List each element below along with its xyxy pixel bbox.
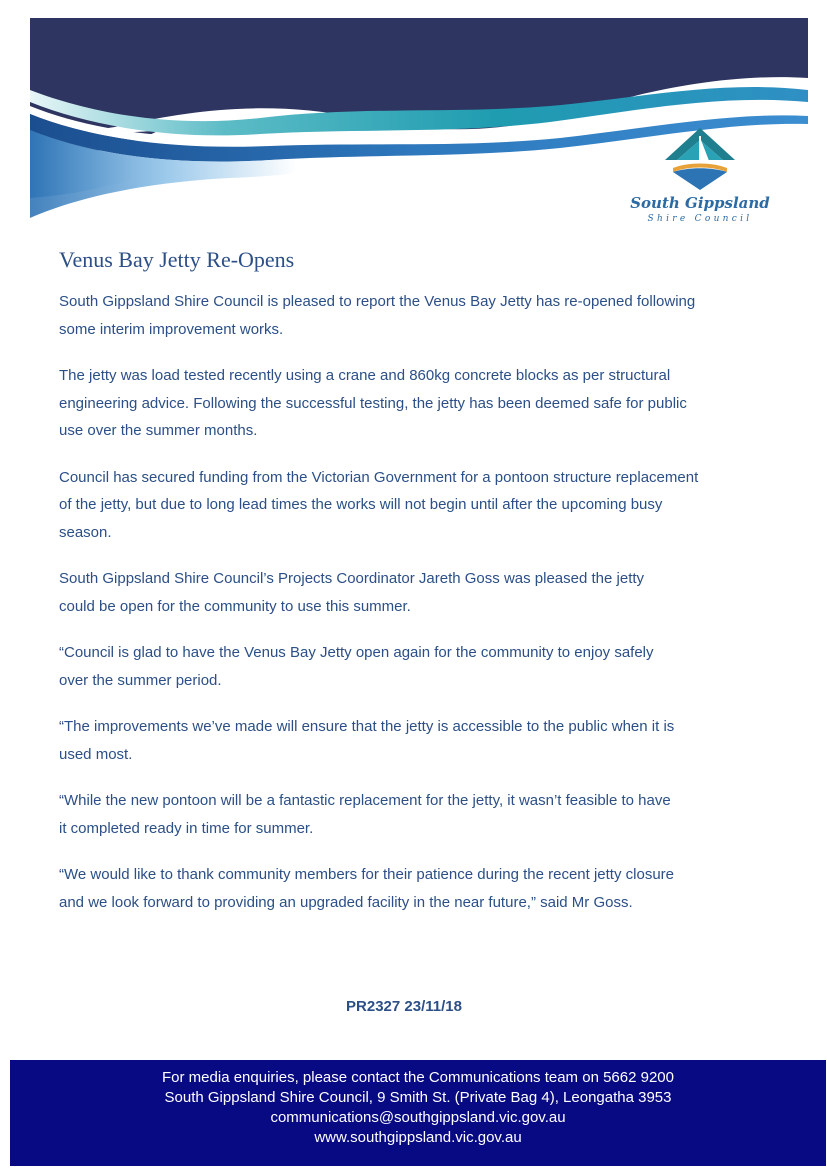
- paragraph-2: The jetty was load tested recently using a crane and 860kg concrete blocks as per structural engineering advice. Following the successful testing, the jetty has been deemed safe for public use over the summer months.: [59, 367, 687, 439]
- page-title: Venus Bay Jetty Re-Opens: [59, 247, 295, 272]
- logo-name: South Gippsland: [630, 194, 770, 212]
- paragraph-7: “While the new pontoon will be a fantastic replacement for the jetty, it wasn’t feasible to have it completed ready in time for summer.: [59, 792, 671, 837]
- paragraph-6: “The improvements we’ve made will ensure that the jetty is accessible to the public when it is used most.: [59, 718, 675, 763]
- header-banner: [30, 18, 808, 230]
- sailboat-emblem-icon: [663, 126, 737, 190]
- contact-footer: [10, 1060, 826, 1166]
- paragraph-8: “We would like to thank community members for their patience during the recent jetty closure and we look forward to providing an upgraded facility in the near future,” said Mr Goss.: [59, 866, 674, 911]
- footer-email-link[interactable]: communications@southgippsland.vic.gov.au: [270, 1109, 566, 1126]
- footer-website-link[interactable]: www.southgippsland.vic.gov.au: [314, 1129, 522, 1146]
- press-release-reference: PR2327 23/11/18: [346, 998, 462, 1015]
- council-logo[interactable]: [622, 126, 778, 230]
- paragraph-5: “Council is glad to have the Venus Bay Jetty open again for the community to enjoy safely over the summer period.: [59, 644, 654, 689]
- footer-address: South Gippsland Shire Council, 9 Smith St. (Private Bag 4), Leongatha 3953: [164, 1089, 672, 1106]
- logo-subtitle: Shire Council: [647, 214, 753, 224]
- paragraph-3: Council has secured funding from the Victorian Government for a pontoon structure replacement of the jetty, but due to long lead times the works will not begin until after the upcoming busy season.: [59, 468, 699, 541]
- footer-media-enquiries: For media enquiries, please contact the Communications team on 5662 9200: [162, 1069, 674, 1086]
- article: [59, 245, 759, 935]
- paragraph-1: South Gippsland Shire Council is pleased to report the Venus Bay Jetty has re-opened following some interim improvement works.: [59, 293, 696, 338]
- paragraph-4: South Gippsland Shire Council’s Projects Coordinator Jareth Goss was pleased the jetty could be open for the community to use this summer.: [59, 570, 645, 615]
